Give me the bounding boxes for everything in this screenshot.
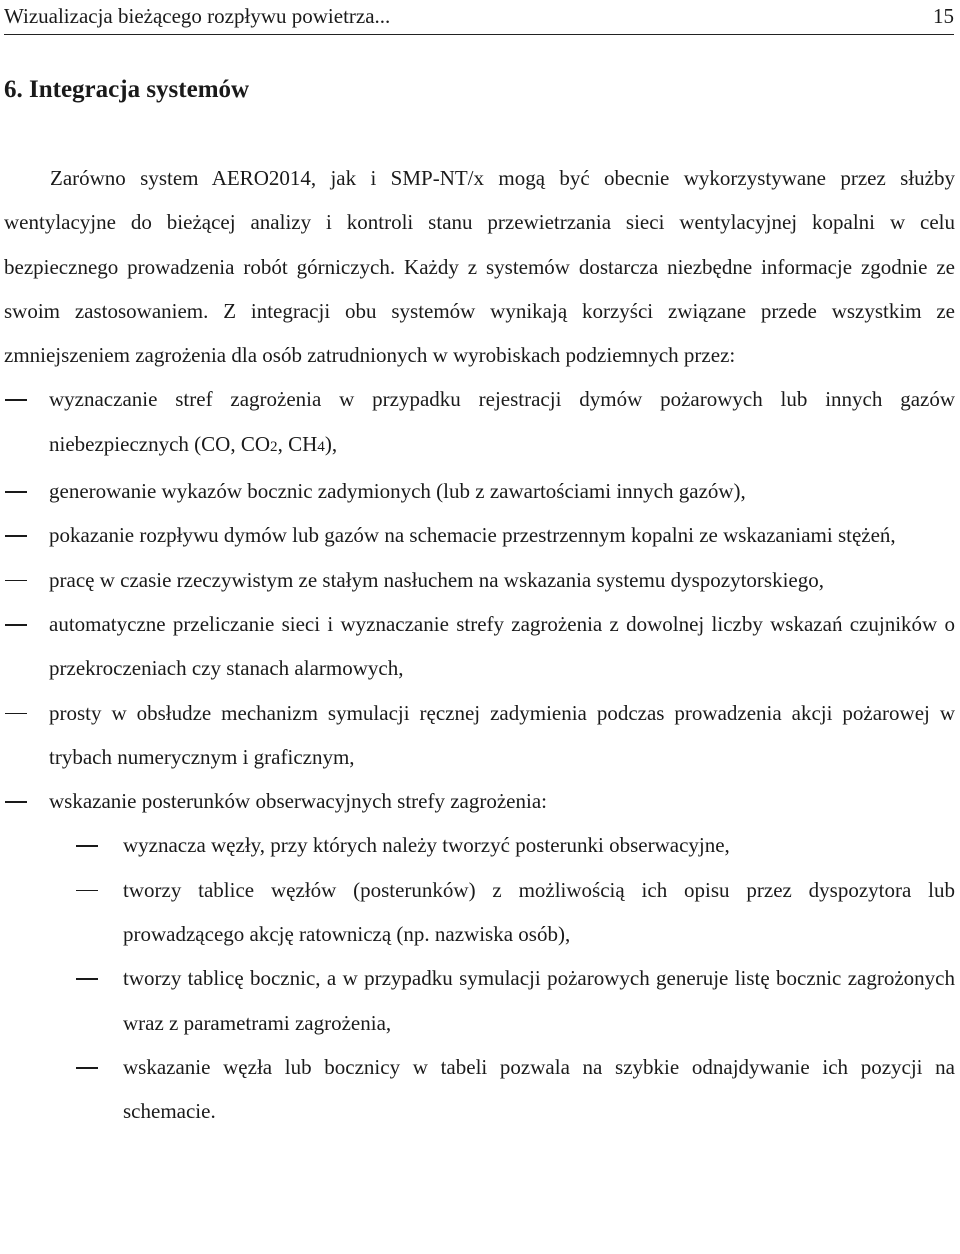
page-header [4, 0, 954, 35]
list-item-text: , CH [277, 431, 318, 456]
list-item-text: ), [324, 431, 338, 456]
section-heading: 6. Integracja systemów [4, 76, 250, 103]
list-item-text: wyznaczanie stref zagrożenia w przypadku rejestracji dymów pożarowych lub innych gazów niebezpiecznych (CO, CO [49, 387, 955, 456]
list-item: automatyczne przeliczanie sieci i wyznaczanie strefy zagrożenia z dowolnej liczby wskazań czujników o przekroczeniach czy stanach alarmowych, [4, 602, 955, 691]
list-item: prosty w obsłudze mechanizm symulacji ręcznej zadymienia podczas prowadzenia akcji pożarowej w trybach numerycznym i graficznym, [4, 691, 955, 780]
body-content [4, 156, 955, 1134]
sub-list [49, 823, 955, 1133]
sub-list-item: tworzy tablicę bocznic, a w przypadku symulacji pożarowych generuje listę bocznic zagrożonych wraz z parametrami zagrożenia, [49, 956, 955, 1045]
subscript: 4 [317, 438, 325, 455]
subscript: 2 [270, 438, 278, 455]
list-item-text: wskazanie posterunków obserwacyjnych strefy zagrożenia: [49, 789, 547, 814]
list-item [4, 779, 955, 1133]
intro-paragraph: Zarówno system AERO2014, jak i SMP-NT/x mogą być obecnie wykorzystywane przez służby wentylacyjne do bieżącej analizy i kontroli stanu przewietrzania sieci wentylacyjnej kopalni w celu bezpiecznego prowadzenia robót górniczych. Każdy z systemów dostarcza niezbędne informacje zgodnie ze swoim zastosowaniem. Z integracji obu systemów wynikają korzyści związane przede wszystkim ze zmniejszeniem zagrożenia dla osób zatrudnionych w wyrobiskach podziemnych przez: [4, 166, 955, 368]
sub-list-item: tworzy tablice węzłów (posterunków) z możliwością ich opisu przez dyspozytora lub prowadzącego akcję ratowniczą (np. nazwiska osób), [49, 868, 955, 957]
running-title: Wizualizacja bieżącego rozpływu powietrza... [4, 4, 391, 28]
sub-list-item: wyznacza węzły, przy których należy tworzyć posterunki obserwacyjne, [49, 823, 955, 867]
list-item [4, 377, 955, 469]
page-number: 15 [933, 4, 954, 28]
list-item: generowanie wykazów bocznic zadymionych (lub z zawartościami innych gazów), [4, 469, 955, 513]
list-item: pracę w czasie rzeczywistym ze stałym nasłuchem na wskazania systemu dyspozytorskiego, [4, 558, 955, 602]
list-item: pokazanie rozpływu dymów lub gazów na schemacie przestrzennym kopalni ze wskazaniami stężeń, [4, 513, 955, 557]
sub-list-item: wskazanie węzła lub bocznicy w tabeli pozwala na szybkie odnajdywanie ich pozycji na schemacie. [49, 1045, 955, 1134]
benefits-list [4, 377, 955, 1133]
